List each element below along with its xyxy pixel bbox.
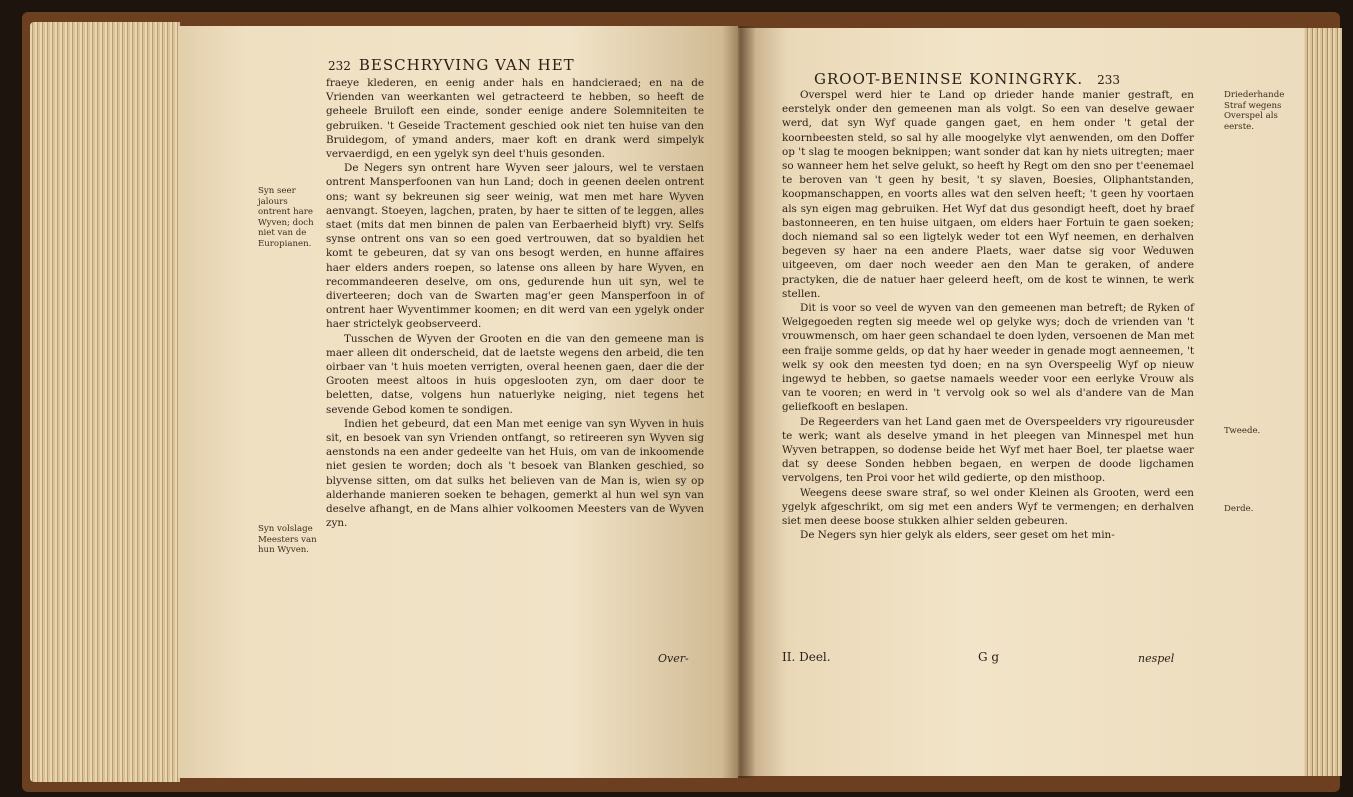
left-paragraph-1: fraeye klederen, en eenig ander hals en handcieraed; en na de Vrienden van weerkanten wel getracteerd te hebben, so heeft de geheele Bruiloft een einde, sonder eenige andere Solemniteiten te gebruiken. 't Geseide Tractement geschied ook niet ten huise van den Bruidegom, of ymand anders, maer koft en drank werd simpelyk vervaerdigd, en een ygelyk syn deel t'huis gesonden.	[326, 77, 704, 161]
left-catchword: Over-	[658, 652, 689, 665]
left-head-title: BESCHRYVING VAN HET	[358, 56, 575, 74]
left-running-head	[328, 56, 575, 74]
page-edges-right	[1300, 28, 1342, 776]
right-margin-note-3: Derde.	[1224, 504, 1254, 514]
left-paragraph-2: De Negers syn ontrent hare Wyven seer jalours, wel te verstaen ontrent Mansperfoonen van hun Land; doch in geenen deelen ontrent ons; want sy bekreunen sig seer weinig, wat men met hare Wyven aenvangt. Stoeyen, lagchen, praten, by haer te sitten of te leggen, alles staet (mits dat men binnen de palen van Eerbaerheid blyft) vry. Selfs synse ontrent ons van so een goed vertrouwen, dat so byaldien het komt te gebeuren, dat sy van ons besogt werden, en hunne affaires haer elders anders roepen, so latense ons alleen by hare Wyven, en recommandeeren deselve, om ons, gedurende hun uit syn, wel te diverteeren; doch van de Swarten mag'er geen Mansperfoon in of ontrent haer Wyventimmer koomen; en dit werd van een ygelyk onder haer strictelyk geobserveerd.	[326, 162, 704, 331]
book-gutter	[722, 26, 756, 778]
right-margin-note-2: Tweede.	[1224, 426, 1261, 436]
left-page-number: 232	[328, 59, 351, 73]
left-margin-note-2: Syn volslage Meesters van hun Wyven.	[258, 524, 317, 555]
right-running-head	[814, 70, 1120, 88]
right-catchword: nespel	[1138, 652, 1175, 665]
right-head-title: GROOT-BENINSE KONINGRYK.	[814, 70, 1084, 88]
left-body-text	[326, 76, 704, 531]
right-paragraph-4: Weegens deese sware straf, so wel onder Kleinen als Grooten, werd een ygelyk afgeschrikt, om sig met een anders Wyf te vermengen; en derhalven siet men deese boose stukken alhier selden gebeuren.	[782, 486, 1194, 528]
right-paragraph-2: Dit is voor so veel de wyven van den gemeenen man betreft; de Ryken of Welgegoeden regten sig meede wel op gelyke wys; doch de vrienden van 't vrouwmensch, om haer geen schandael te doen lyden, versoenen de Man met een fraije somme gelds, op dat hy haer weeder in genade mogt aenneemen, 't welk sy ook den meesten tyd doen; en na syn Overspeelig Wyf op nieuw ingewyd te hebben, so gaetse namaels weeder voor een eerlyke Vrouw als van te vooren; en werd in 't vervolg ook so wel als d'andere van de Man geliefkooft en beslapen.	[782, 302, 1194, 414]
left-margin-note-1: Syn seer jalours ontrent hare Wyven; doch niet van de Europianen.	[258, 186, 314, 249]
signature-mark: G g	[978, 650, 1000, 664]
right-margin-note-1: Driederhande Straf wegens Overspel als eerste.	[1224, 90, 1285, 132]
right-paragraph-1: Overspel werd hier te Land op drieder hande manier gestraft, en eerstelyk onder den gemeenen man als volgt. So een van deselve gewaer werd, dat syn Wyf quade gangen gaet, en hem onder 't getal der koornbeesten steld, so sal hy alle moogelyke vlyt aenwenden, om den Doffer op 't slag te moogen beknippen; want sonder dat kan hy niets uitregten; maer so wanneer hem het selve gelukt, so heeft hy Regt om den sno per t'eenemael te beroven van 't geen hy besit, 't sy slaven, Boesies, Oliphantstanden, koopmanschappen, en voorts alles wat den selven heeft; 't geen hy voortaen als syn eigen mag gebruiken. Het Wyf dat dus gesondigt heeft, doet hy braef bastonneeren, en ten huise uitgaen, om elders haer Fortuin te gaen soeken; doch niemand sal so een ligtelyk weder tot een Wyf neemen, en derhalven begeven sy haer na een andere Plaets, waer datse sig voor Weduwen uitgeeven, om daer noch weeder aen den Man te geraken, of andere practyken, die de natuer haer geleerd heeft, om de kost te winnen, te werk stellen.	[782, 89, 1194, 300]
right-paragraph-3: De Regeerders van het Land gaen met de Overspeelders vry rigoureusder te werk; want als deselve ymand in het pleegen van Minnespel met hun Wyven betrappen, so dodense beide het Wyf met haer Boel, ter plaetse waer dat sy deese Sonden hebben begaen, en werpen de doode ligchamen vervolgens, ten Proi voor het wild gedierte, op den misthoop.	[782, 415, 1194, 485]
left-paragraph-4: Indien het gebeurd, dat een Man met eenige van syn Wyven in huis sit, en besoek van syn Vrienden ontfangt, so retireeren syn Wyven sig aenstonds na een ander gedeelte van het Huis, om van de inkoomende niet gesien te worden; doch als 't besoek van Blanken geschied, so blyvense sitten, om dat sulks het believen van de Man is, wien sy op alderhande manieren soeken te behagen, gemerkt al hun wel syn van deselve afhangt, en de Mans alhier volkoomen Meesters van de Wyven zyn.	[326, 417, 704, 530]
right-page-number: 233	[1097, 73, 1121, 87]
right-paragraph-5: De Negers syn hier gelyk als elders, seer geset om het min-	[800, 529, 1115, 542]
signature-volume: II. Deel.	[782, 650, 831, 664]
page-edges-left	[30, 22, 180, 782]
left-paragraph-3: Tusschen de Wyven der Grooten en die van den gemeene man is maer alleen dit onderscheid, dat de laetste wegens den arbeid, die ten oirbaer van 't huis moeten verrigten, overal heenen gaen, daer die der Grooten meest altoos in huis opgeslooten zyn, om daer door te beletten, datse, volgens hun natuerlyke neiging, niet tegens het sevende Gebod komen te sondigen.	[326, 332, 704, 416]
right-page	[738, 28, 1304, 776]
left-page	[178, 26, 738, 778]
right-body-text	[782, 88, 1194, 543]
